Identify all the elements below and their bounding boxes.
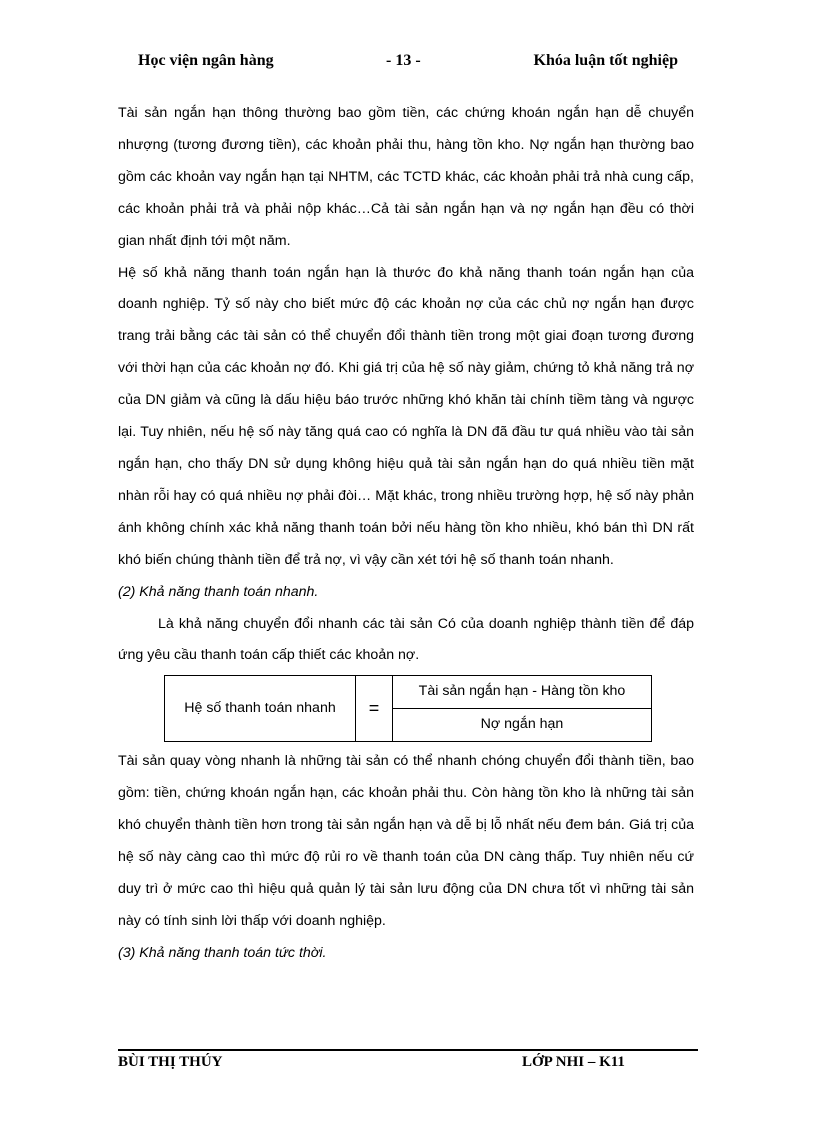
header-institution: Học viện ngân hàng: [138, 52, 274, 69]
page-footer: [118, 1054, 698, 1076]
footer-class: LỚP NHI – K11: [522, 1054, 625, 1070]
paragraph-current-ratio: Hệ số khả năng thanh toán ngắn hạn là thước đo khả năng thanh toán ngắn hạn của doanh nghiệp. Tỷ số này cho biết mức độ các khoản nợ của các chủ nợ ngắn hạn được trang trải bằng các tài sản có thể chuyển đổi thành tiền trong một giai đoạn tương đương với thời hạn của các khoản nợ đó. Khi giá trị của hệ số này giảm, chứng tỏ khả năng trả nợ của DN giảm và cũng là dấu hiệu báo trước những khó khăn tài chính tiềm tàng và ngược lại. Tuy nhiên, nếu hệ số này tăng quá cao có nghĩa là DN đã đầu tư quá nhiều vào tài sản ngắn hạn, cho thấy DN sử dụng không hiệu quả tài sản ngắn hạn do quá nhiều tiền mặt nhàn rỗi hay có quá nhiều nợ phải đòi… Mặt khác, trong nhiều trường hợp, hệ số này phản ánh không chính xác khả năng thanh toán bởi nếu hàng tồn kho nhiều, khó bán thì DN rất khó biến chúng thành tiền để trả nợ, vì vậy cần xét tới hệ số thanh toán nhanh.: [118, 264, 694, 568]
paragraph-quick-assets: Tài sản quay vòng nhanh là những tài sản có thể nhanh chóng chuyển đổi thành tiền, bao gồm: tiền, chứng khoán ngắn hạn, các khoản phải thu. Còn hàng tồn kho là những tài sản khó chuyển thành tiền hơn trong tài sản ngắn hạn và dễ bị lỗ nhất nếu đem bán. Giá trị của hệ số này càng cao thì mức độ rủi ro về thanh toán của DN càng thấp. Tuy nhiên nếu cứ duy trì ở mức cao thì hiệu quả quản lý tài sản lưu động của DN chưa tốt vì những tài sản này có tính sinh lời thấp với doanh nghiệp.: [118, 753, 694, 929]
formula-denominator: Nợ ngắn hạn: [393, 709, 652, 742]
quick-ratio-formula: [164, 675, 652, 742]
formula-equals: =: [356, 676, 393, 742]
formula-numerator: Tài sản ngắn hạn - Hàng tồn kho: [393, 676, 652, 709]
paragraph-short-term-assets: Tài sản ngắn hạn thông thường bao gồm tiền, các chứng khoán ngắn hạn dễ chuyển nhượng (tương đương tiền), các khoản phải thu, hàng tồn kho. Nợ ngắn hạn thường bao gồm các khoản vay ngắn hạn tại NHTM, các TCTD khác, các khoản phải trả nhà cung cấp, các khoản phải trả và phải nộp khác…Cả tài sản ngắn hạn và nợ ngắn hạn đều có thời gian nhất định tới một năm.: [118, 105, 694, 249]
footer-divider: [118, 1049, 698, 1051]
footer-author: BÙI THỊ THÚY: [118, 1054, 223, 1070]
header-document-type: Khóa luận tốt nghiệp: [533, 52, 678, 69]
page-header: [118, 52, 698, 76]
formula-name: Hệ số thanh toán nhanh: [165, 676, 356, 742]
page-number: - 13 -: [386, 52, 421, 69]
paragraph-quick-ratio-definition: Là khả năng chuyển đổi nhanh các tài sản Có của doanh nghiệp thành tiền để đáp ứng yêu cầu thanh toán cấp thiết các khoản nợ.: [118, 615, 694, 664]
section-heading-quick-ratio: (2) Khả năng thanh toán nhanh.: [118, 583, 319, 600]
section-heading-instant-ratio: (3) Khả năng thanh toán tức thời.: [118, 944, 327, 961]
page-body: [118, 98, 694, 969]
